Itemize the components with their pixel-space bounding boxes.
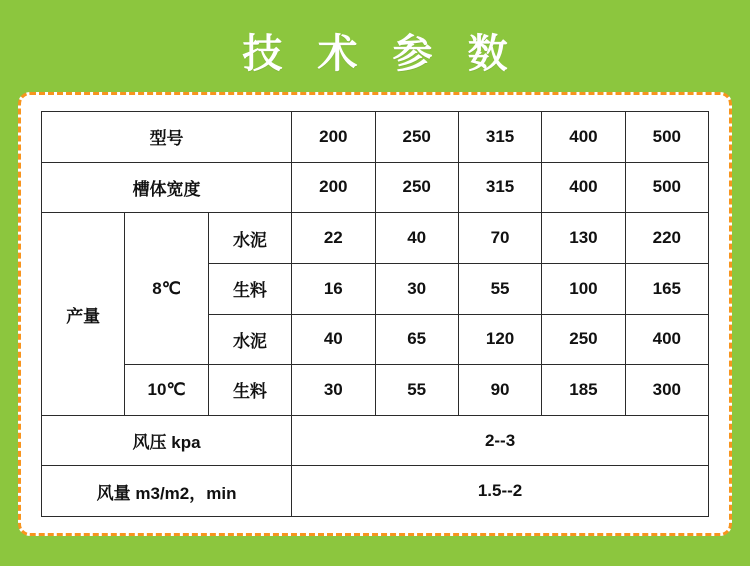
row-label-model: 型号 [42, 112, 292, 163]
row-label-output: 产量 [42, 213, 125, 416]
model-value-2: 250 [375, 112, 458, 163]
output-8c-rawmeal-5: 165 [625, 263, 708, 314]
trough-width-value-4: 400 [542, 162, 625, 213]
table-row [42, 162, 709, 213]
model-value-1: 200 [292, 112, 375, 163]
output-10c-cement-3: 120 [458, 314, 541, 365]
table-row [42, 365, 709, 416]
output-10c-cement-5: 400 [625, 314, 708, 365]
output-material-10c-cement: 水泥 [208, 314, 291, 365]
output-10c-cement-2: 65 [375, 314, 458, 365]
output-8c-cement-3: 70 [458, 213, 541, 264]
output-temp-8c: 8℃ [125, 213, 208, 365]
trough-width-value-2: 250 [375, 162, 458, 213]
output-8c-rawmeal-4: 100 [542, 263, 625, 314]
output-8c-cement-5: 220 [625, 213, 708, 264]
row-label-air-pressure: 风压 kpa [42, 415, 292, 466]
row-label-air-volume: 风量 m3/m2，min [42, 466, 292, 517]
page-title: 技 术 参 数 [242, 32, 520, 76]
output-10c-rawmeal-4: 185 [542, 365, 625, 416]
output-material-8c-rawmeal: 生料 [208, 263, 291, 314]
output-8c-rawmeal-1: 16 [292, 263, 375, 314]
spec-table [41, 111, 709, 517]
output-10c-rawmeal-3: 90 [458, 365, 541, 416]
model-value-3: 315 [458, 112, 541, 163]
output-8c-rawmeal-3: 55 [458, 263, 541, 314]
table-row [42, 213, 709, 264]
output-10c-rawmeal-5: 300 [625, 365, 708, 416]
table-row [42, 112, 709, 163]
output-10c-rawmeal-2: 55 [375, 365, 458, 416]
output-8c-cement-2: 40 [375, 213, 458, 264]
output-8c-cement-1: 22 [292, 213, 375, 264]
output-10c-cement-1: 40 [292, 314, 375, 365]
air-volume-value: 1.5--2 [292, 466, 709, 517]
output-10c-cement-4: 250 [542, 314, 625, 365]
trough-width-value-5: 500 [625, 162, 708, 213]
model-value-4: 400 [542, 112, 625, 163]
row-label-trough-width: 槽体宽度 [42, 162, 292, 213]
spec-card [18, 92, 732, 536]
trough-width-value-1: 200 [292, 162, 375, 213]
output-material-8c-cement: 水泥 [208, 213, 291, 264]
output-temp-10c: 10℃ [125, 365, 208, 416]
output-material-10c-rawmeal: 生料 [208, 365, 291, 416]
table-row [42, 415, 709, 466]
trough-width-value-3: 315 [458, 162, 541, 213]
output-10c-rawmeal-1: 30 [292, 365, 375, 416]
model-value-5: 500 [625, 112, 708, 163]
output-8c-rawmeal-2: 30 [375, 263, 458, 314]
output-8c-cement-4: 130 [542, 213, 625, 264]
table-row [42, 466, 709, 517]
air-pressure-value: 2--3 [292, 415, 709, 466]
